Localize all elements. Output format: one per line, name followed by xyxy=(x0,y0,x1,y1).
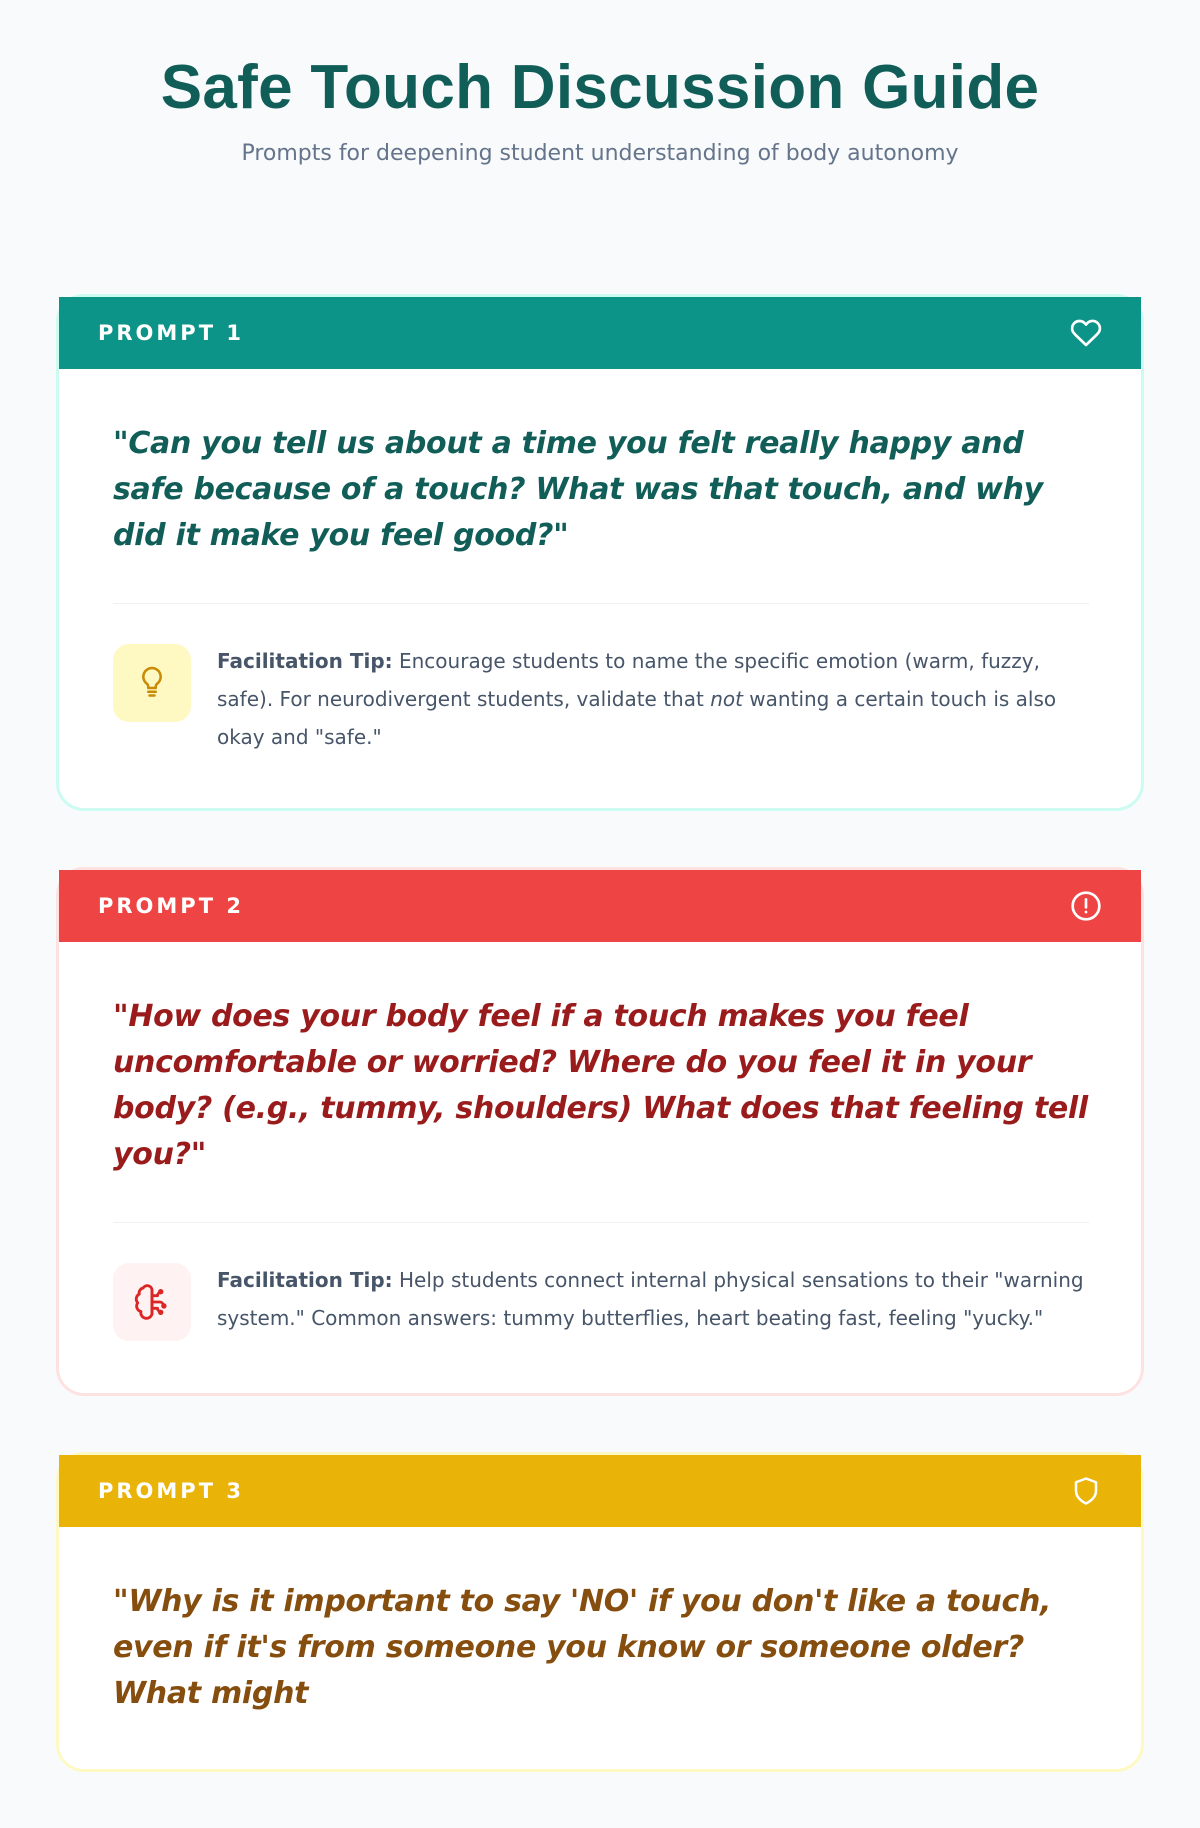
tip-label: Facilitation Tip: xyxy=(217,1268,393,1292)
page xyxy=(0,52,1200,1711)
facilitation-tip xyxy=(113,1263,1089,1341)
brain-icon xyxy=(113,1263,191,1341)
prompt-card-3 xyxy=(56,1452,1144,1772)
shield-icon xyxy=(1069,1474,1103,1508)
tip-text-before: Encourage students to name the specific emotion (warm, fuzzy, safe). For neurodivergent students, validate that xyxy=(217,649,1040,711)
prompt-card-header xyxy=(59,1455,1141,1527)
tip-text-body: Help students connect internal physical sensations to their "warning system." Common answers: tummy butterflies, heart beating fast, feeling "yucky." xyxy=(217,1268,1084,1330)
prompt-question: "How does your body feel if a touch makes you feel uncomfortable or worried? Where do you feel it in your body? (e.g., tummy, shoulders) What does that feeling tell you?" xyxy=(113,999,1088,1172)
prompt-question: "Can you tell us about a time you felt really happy and safe because of a touch? What was that touch, and why did it make you feel good?" xyxy=(113,426,1043,553)
page-title: Safe Touch Discussion Guide xyxy=(160,53,1040,122)
lightbulb-icon xyxy=(113,644,191,722)
prompt-label: PROMPT 2 xyxy=(98,894,244,918)
divider xyxy=(113,603,1089,604)
tip-text xyxy=(217,642,1089,756)
alert-circle-icon xyxy=(1069,889,1103,923)
tip-text-after: wanting a certain touch is also okay and "safe." xyxy=(217,687,1057,749)
heart-icon xyxy=(1069,316,1103,350)
prompt-label: PROMPT 1 xyxy=(98,321,244,345)
page-subtitle: Prompts for deepening student understanding of body autonomy xyxy=(241,141,959,166)
prompt-question: "Why is it important to say 'NO' if you don't like a touch, even if it's from someone you know or someone older? What might xyxy=(113,1584,1052,1711)
tip-label: Facilitation Tip: xyxy=(217,649,393,673)
divider xyxy=(113,1222,1089,1223)
prompt-card-header xyxy=(59,297,1141,369)
prompt-card-1 xyxy=(56,294,1144,811)
prompt-label: PROMPT 3 xyxy=(98,1479,244,1503)
tip-text xyxy=(217,1261,1089,1337)
prompt-list xyxy=(56,294,1144,1828)
tip-text-emphasis: not xyxy=(710,687,743,711)
prompt-card-header xyxy=(59,870,1141,942)
facilitation-tip xyxy=(113,644,1089,756)
prompt-card-2 xyxy=(56,867,1144,1396)
